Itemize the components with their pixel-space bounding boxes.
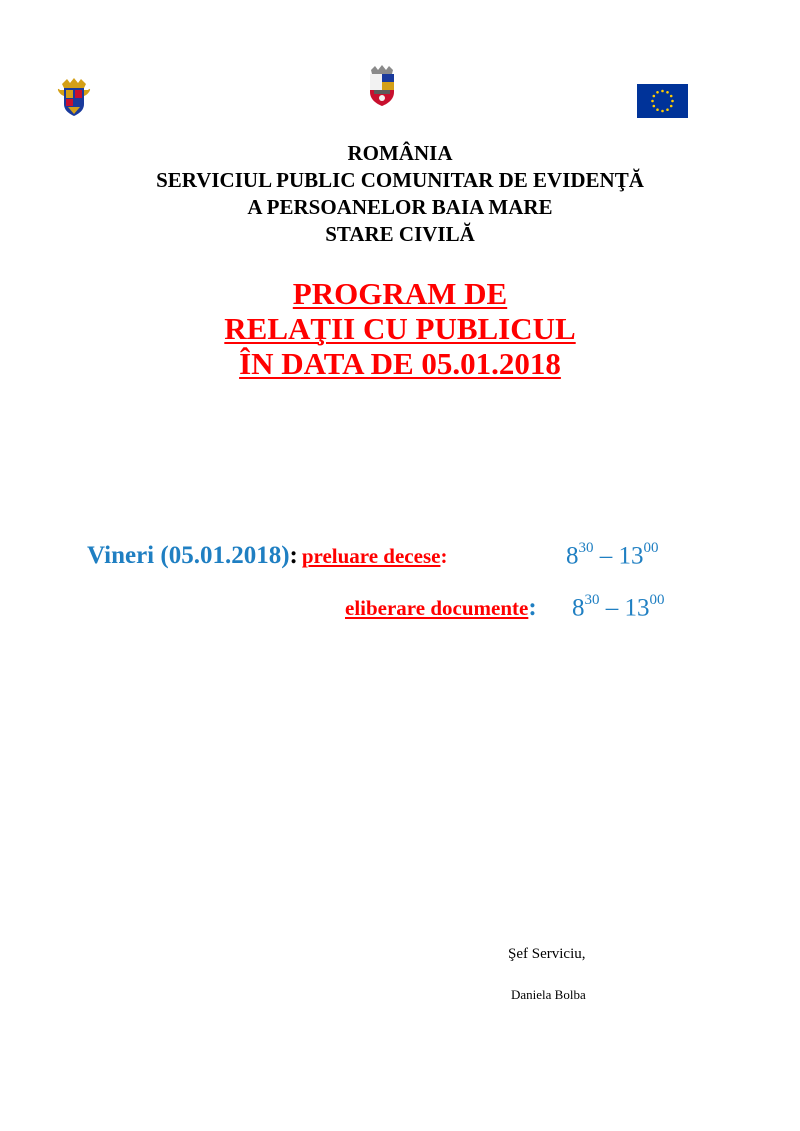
- service-name-continued: A PERSOANELOR BAIA MARE: [247, 195, 553, 219]
- start-minutes: 30: [584, 592, 600, 608]
- country-name: ROMÂNIA: [347, 141, 453, 165]
- start-minutes: 30: [578, 540, 594, 556]
- time-dash: –: [599, 542, 613, 570]
- schedule-label-deaths: preluare decese: [301, 544, 441, 568]
- time-dash: –: [605, 594, 619, 622]
- institution-header: [0, 140, 800, 248]
- signature-role: Şef Serviciu,: [508, 946, 586, 962]
- title-line-3: ÎN DATA DE 05.01.2018: [239, 346, 561, 381]
- end-hour: 13: [624, 594, 650, 622]
- end-minutes: 00: [649, 592, 665, 608]
- title-line-1: PROGRAM DE: [292, 276, 508, 311]
- schedule-time-documents: [572, 594, 665, 622]
- end-minutes: 00: [643, 540, 659, 556]
- title-line-2: RELAŢII CU PUBLICUL: [224, 311, 576, 346]
- eu-flag-icon: [637, 84, 688, 118]
- document-title: [0, 276, 800, 381]
- schedule-day: Vineri (05.01.2018): [87, 542, 290, 569]
- baia-mare-coat-of-arms-icon: [366, 64, 398, 108]
- romania-coat-of-arms-icon: [56, 76, 92, 118]
- schedule-time-deaths: [566, 542, 659, 570]
- start-hour: 8: [566, 542, 579, 570]
- schedule-label-documents-colon: :: [528, 594, 537, 621]
- schedule-row-documents: [345, 594, 537, 622]
- service-name: SERVICIUL PUBLIC COMUNITAR DE EVIDENŢĂ: [156, 168, 644, 192]
- schedule-day-colon: :: [289, 542, 298, 569]
- schedule-label-deaths-colon: :: [440, 544, 448, 568]
- schedule-row-deaths: [87, 542, 447, 570]
- start-hour: 8: [572, 594, 585, 622]
- department-name: STARE CIVILĂ: [325, 222, 475, 246]
- schedule-label-documents: eliberare documente: [345, 596, 529, 620]
- end-hour: 13: [618, 542, 644, 570]
- signature-name: Daniela Bolba: [511, 987, 586, 1002]
